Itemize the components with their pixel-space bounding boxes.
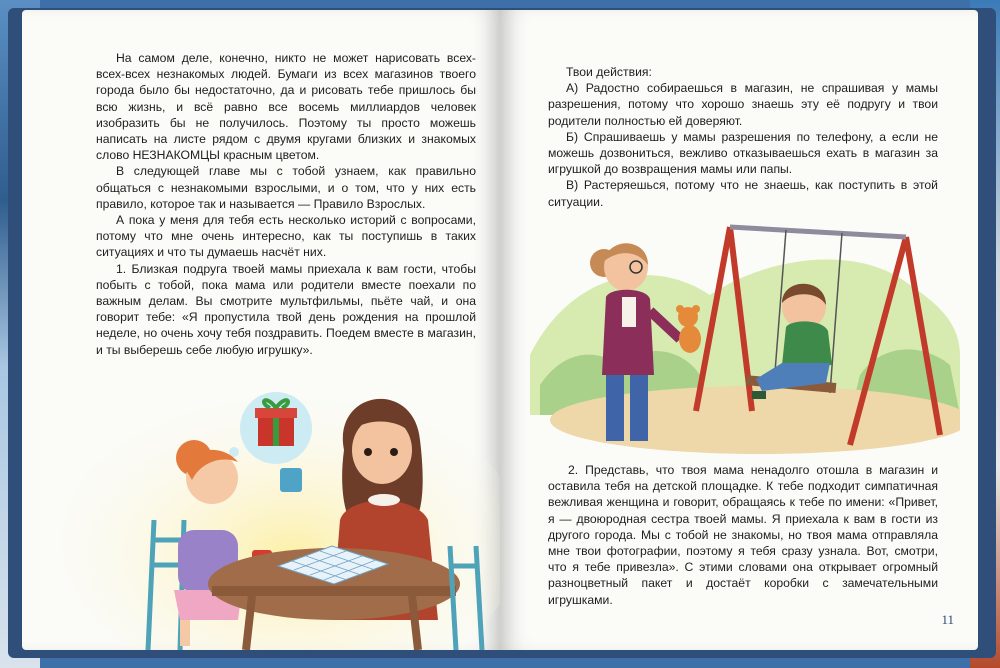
actions-block (548, 64, 938, 210)
paragraph: В следующей главе мы с тобой узнаем, как правильно общаться с незнакомыми взрослыми, и о том, что у них есть правило, которое так и называется — Правило Взрослых. (96, 164, 476, 211)
paragraph: На самом деле, конечно, никто не может нарисовать всех-всех-всех незнакомых людей. Бумаги из всех магазинов твоего города было бы недостаточно, да и рисовать тебе пришлось бы всю жизнь, и всё равно все восемь миллиардов человек изобразить бы не получилось. Поэтому ты просто можешь написать на листе рядом с двумя кругами близких и знакомых слово НЕЗНАКОМЦЫ красным цветом. (96, 51, 476, 163)
girl-figure (174, 440, 242, 646)
right-page (500, 10, 978, 650)
story-2-block (548, 462, 938, 608)
page-number: 11 (941, 612, 954, 627)
story-2-text: 2. Представь, что твоя мама ненадолго отошла в магазин и оставила тебя на детской площадке. К тебе подходит симпатичная вежливая женщина и говорит, обращаясь к тебе по имени: «Привет, я — двоюродная сестра твоей мамы. Я приехала к вам в гости из другого города. Мы с тобой не знакомы, но твоя мама отправляла мне твои фотографии, поэтому я тебя сразу узнала. Вот, смотри, что я тебе привезла». С этими словами она открывает огромный разноцветный пакет и достаёт коробки с замечательными игрушками. (548, 463, 938, 607)
option-b: Б) Спрашиваешь у мамы разрешения по телефону, а если не можешь дозвониться, вежливо отказываешься ехать в магазин за игрушкой до возвращения мамы или папы. (548, 129, 938, 177)
illustration-playground (530, 215, 960, 455)
left-page (22, 10, 500, 650)
option-a: А) Радостно собираешься в магазин, не спрашивая у мамы разрешения, потому что хорошо знаешь эту её подругу и твои родители полностью ей доверяют. (548, 81, 938, 128)
left-page-text (96, 50, 476, 358)
paragraph: 1. Близкая подруга твоей мамы приехала к вам гости, чтобы побыть с тобой, пока мама или родители вместе поехали по важным делам. Вы смотрите мультфильмы, пьёте чай, и она говорит тебе: «Я пропустила твой день рождения на прошлой неделе, но очень хочу тебя поздравить. Поедем вместе в магазин, и ты выберешь себе любую игрушку». (96, 261, 476, 357)
illustration-tea-party (62, 370, 500, 650)
option-c: В) Растеряешься, потому что не знаешь, как поступить в этой ситуации. (548, 178, 938, 209)
paragraph: А пока у меня для тебя есть несколько историй с вопросами, потому что мне очень интересно, как ты поступишь в таких ситуациях и что ты думаешь насчёт них. (96, 213, 476, 260)
actions-heading: Твои действия: (566, 65, 652, 79)
cup-icon (280, 468, 302, 492)
